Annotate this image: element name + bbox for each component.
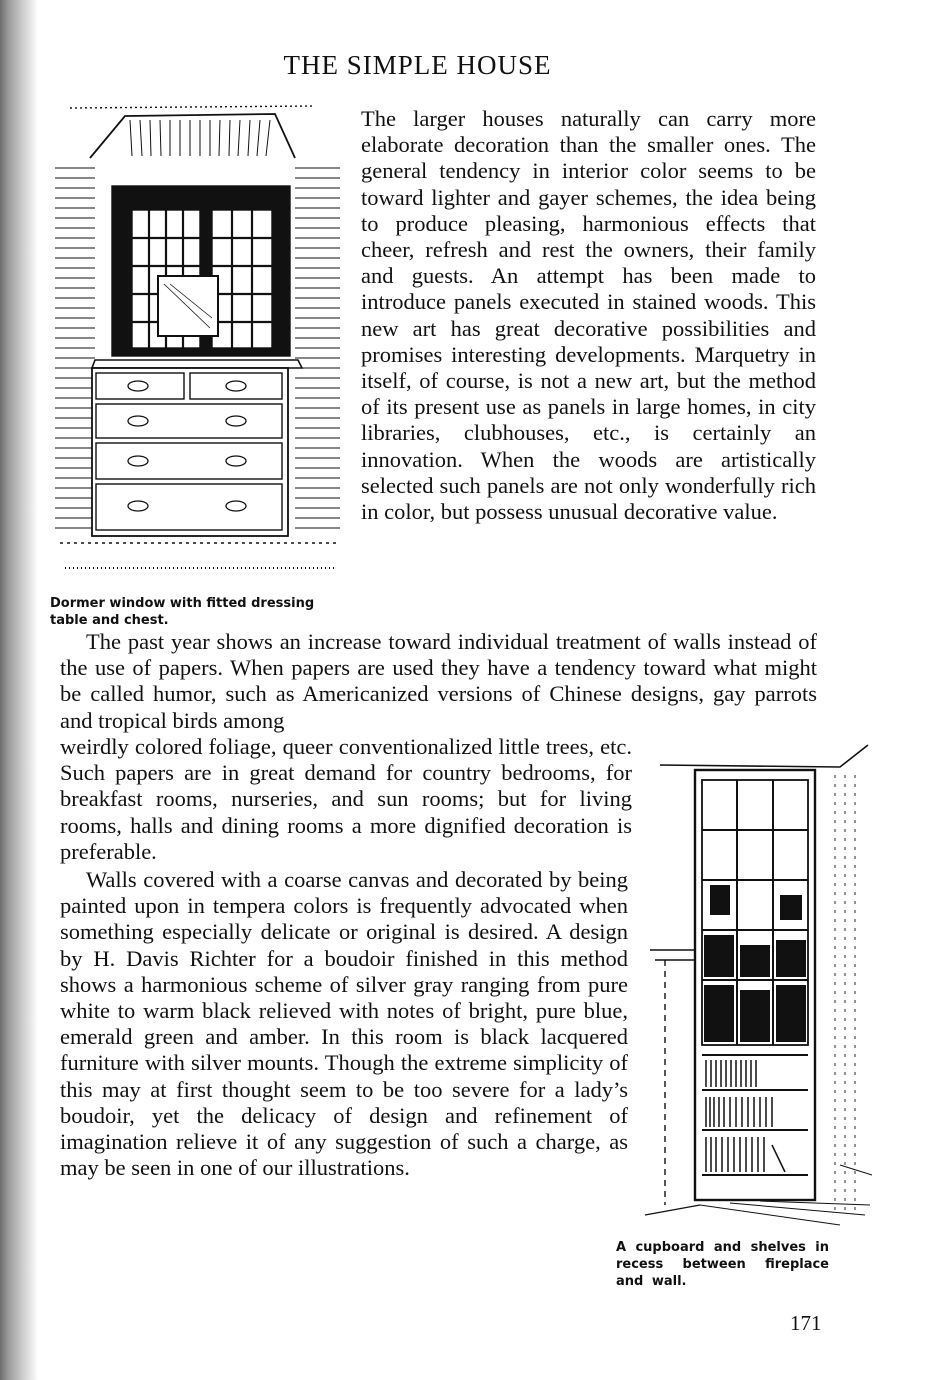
- body-paragraph-1: The larger houses naturally can carry more elaborate decoration than the smaller ones. The general tendency in interior color seems to be toward lighter and gayer schemes, the idea being to produce pleasing, harmonious effects that cheer, refresh and rest the owners, their family and guests. An attempt has been made to introduce panels executed in stained woods. This new art has great decorative possibilities and promises interesting developments. Marquetry in itself, of course, is not a new art, but the method of its present use as panels in large homes, in city libraries, clubhouses, etc., is certainly an innovation. When the woods are artistically selected such panels are not only wonderfully rich in color, but possess unusual decorative value.: [361, 106, 816, 525]
- cupboard-figure-caption: A cupboard and shelves in recess between fireplace and wall.: [616, 1240, 829, 1289]
- dormer-window-figure: [50, 98, 350, 593]
- cupboard-figure: [640, 735, 875, 1240]
- book-binding-shadow: [0, 0, 38, 1380]
- dormer-window-dressing-table-illustration: [50, 98, 350, 593]
- body-paragraph-2: The past year shows an increase toward individual treatment of walls instead of the use of papers. When papers are used they have a tendency toward what might be called humor, such as Americanized versions of Chinese designs, gay parrots and tropical birds among: [60, 629, 817, 733]
- cupboard-shelves-illustration: [640, 735, 875, 1240]
- page-number: 171: [790, 1311, 822, 1335]
- running-head: THE SIMPLE HOUSE: [283, 50, 552, 80]
- body-paragraph-4: Walls covered with a coarse canvas and decorated by being painted upon in tempera colors is frequently advocated when something especially delicate or original is desired. A design by H. Davis Richter for a boudoir finished in this method shows a harmonious scheme of silver gray ranging from pure white to warm black relieved with notes of bright, pure blue, emerald green and amber. In this room is black lacquered furniture with silver mounts. Though the extreme simplicity of this may at first thought seem to be too severe for a lady’s boudoir, yet the delicacy of design and refinement of imagination relieve it of any suggestion of such a charge, as may be seen in one of our illustrations.: [60, 867, 628, 1181]
- body-paragraph-3: weirdly colored foliage, queer conventionalized little trees, etc. Such papers are in great demand for country bedrooms, for breakfast rooms, nurseries, and sun rooms; but for living rooms, halls and dining rooms a more dignified decoration is preferable.: [60, 734, 632, 864]
- dormer-figure-caption: Dormer window with fitted dressing table and chest.: [50, 596, 315, 628]
